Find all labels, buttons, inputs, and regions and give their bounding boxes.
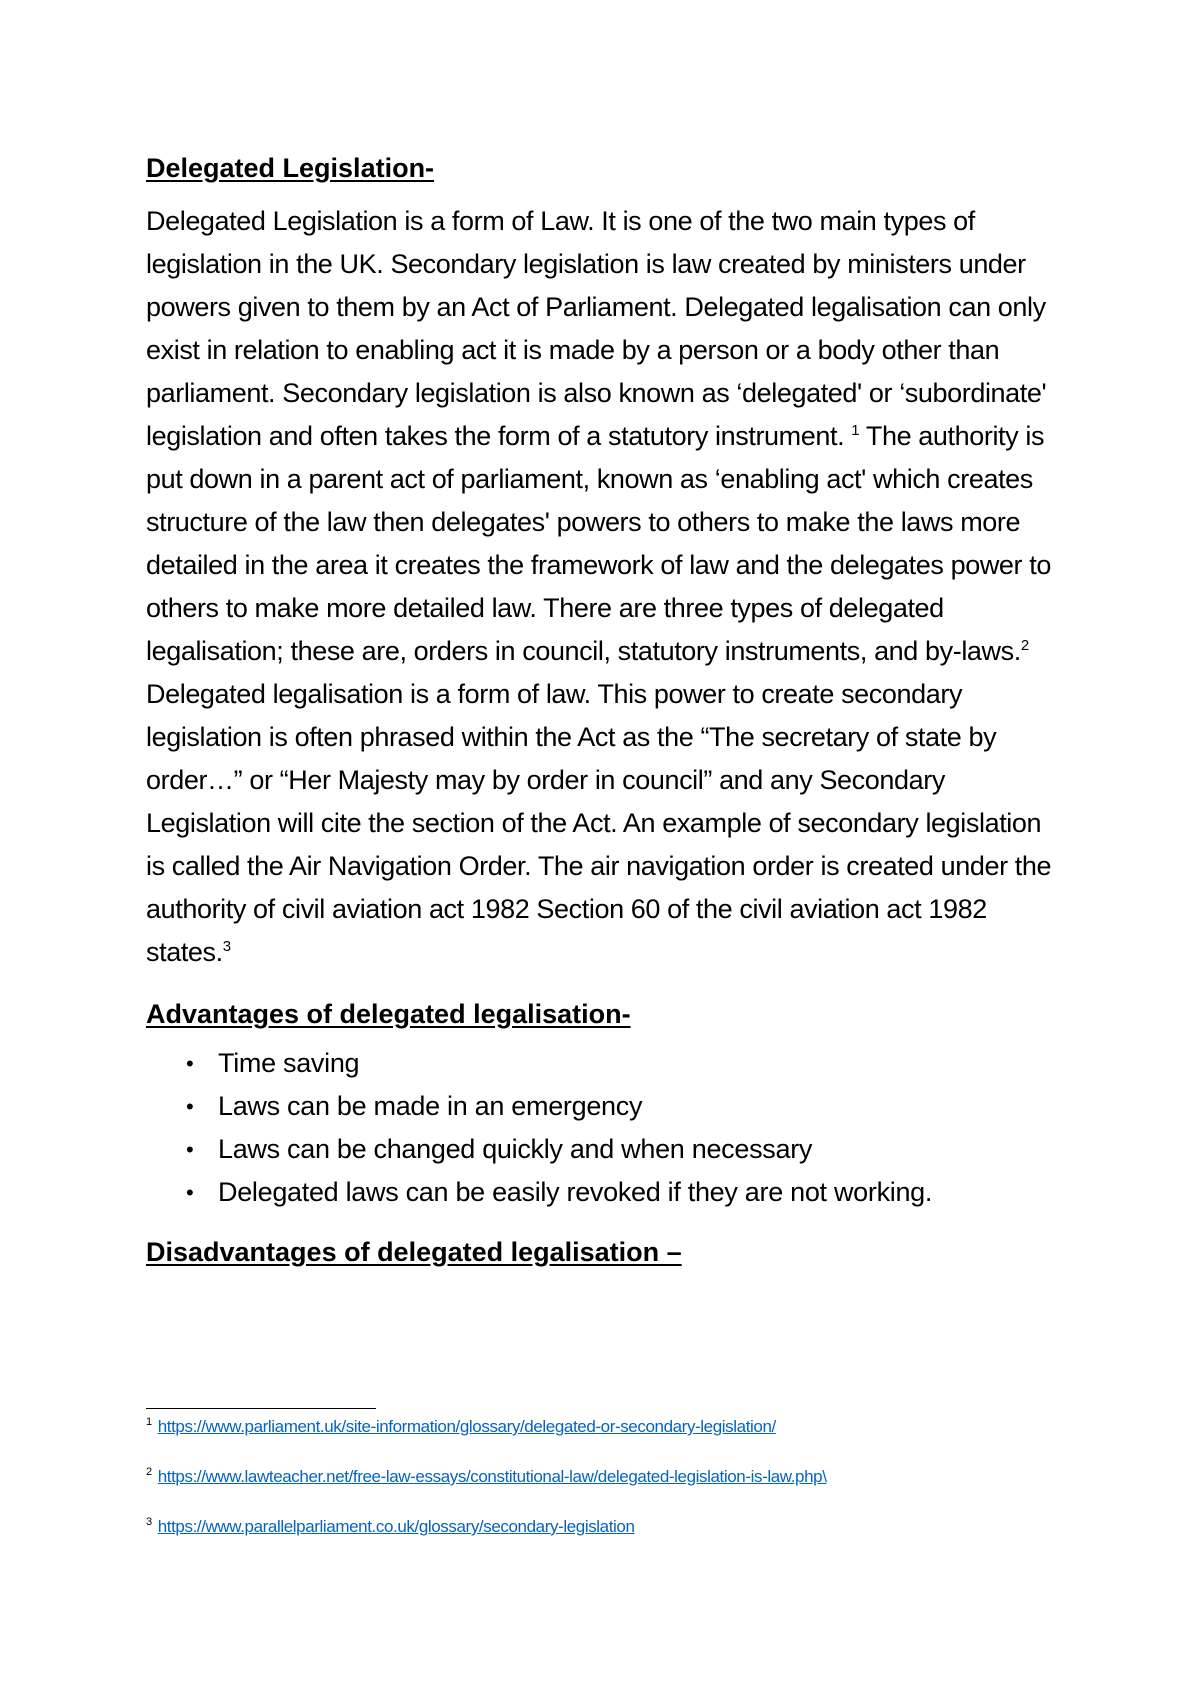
list-item-text: Laws can be changed quickly and when necessary <box>218 1134 813 1164</box>
list-item-text: Laws can be made in an emergency <box>218 1091 643 1121</box>
footnote-number: 2 <box>146 1466 152 1479</box>
footnote-link-1[interactable]: https://www.parliament.uk/site-information/glossary/delegated-or-secondary-legislation/ <box>157 1417 776 1436</box>
footnote-ref-3[interactable]: 3 <box>222 938 231 955</box>
footnotes <box>146 1416 1066 1566</box>
footnote-link-3[interactable]: https://www.parallelparliament.co.uk/glossary/secondary-legislation <box>157 1517 635 1536</box>
footnote-ref-2[interactable]: 2 <box>1020 637 1029 654</box>
list-item-text: Delegated laws can be easily revoked if they are not working. <box>218 1177 933 1207</box>
list-item <box>146 1171 1066 1214</box>
footnote-separator <box>146 1408 376 1409</box>
bullet-icon: • <box>186 1180 194 1205</box>
list-item <box>146 1042 1066 1085</box>
footnote-2 <box>146 1466 1066 1488</box>
bullet-icon: • <box>186 1137 194 1162</box>
list-item <box>146 1085 1066 1128</box>
advantages-heading: Advantages of delegated legalisation- <box>146 999 631 1029</box>
page-title: Delegated Legislation- <box>146 153 435 183</box>
body-text-part-2: The authority is put down in a parent act of parliament, known as ‘enabling act' which creates structure of the law then delegates' powers to others to make the laws more detailed in the area it creates the framework of law and the delegates power to others to make more detailed law. There are three types of delegated legalisation; these are, orders in council, statutory instruments, and by-laws. <box>146 421 1051 666</box>
footnote-ref-1[interactable]: 1 <box>851 422 860 439</box>
disadvantages-heading: Disadvantages of delegated legalisation – <box>146 1237 682 1267</box>
body-paragraph <box>146 200 1066 974</box>
bullet-icon: • <box>186 1051 194 1076</box>
bullet-icon: • <box>186 1094 194 1119</box>
list-item <box>146 1128 1066 1171</box>
footnote-3 <box>146 1516 1066 1538</box>
footnote-number: 3 <box>146 1516 152 1529</box>
advantages-list <box>146 1042 1066 1214</box>
body-text-part-3: Delegated legalisation is a form of law. This power to create secondary legislation is often phrased within the Act as the “The secretary of state by order…” or “Her Majesty may by order in council” and any Secondary Legislation will cite the section of the Act. An example of secondary legislation is called the Air Navigation Order. The air navigation order is created under the authority of civil aviation act 1982 Section 60 of the civil aviation act 1982 states. <box>146 679 1052 967</box>
footnote-1 <box>146 1416 1066 1438</box>
list-item-text: Time saving <box>218 1048 360 1078</box>
footnote-link-2[interactable]: https://www.lawteacher.net/free-law-essays/constitutional-law/delegated-legislation-is-law.php\ <box>157 1467 827 1486</box>
footnote-number: 1 <box>146 1416 152 1429</box>
body-text-part-1: Delegated Legislation is a form of Law. It is one of the two main types of legislation in the UK. Secondary legislation is law created by ministers under powers given to them by an Act of Parliament. Delegated legalisation can only exist in relation to enabling act it is made by a person or a body other than parliament. Secondary legislation is also known as ‘delegated' or ‘subordinate' legislation and often takes the form of a statutory instrument. <box>146 206 1047 451</box>
document-content <box>146 148 1066 1272</box>
